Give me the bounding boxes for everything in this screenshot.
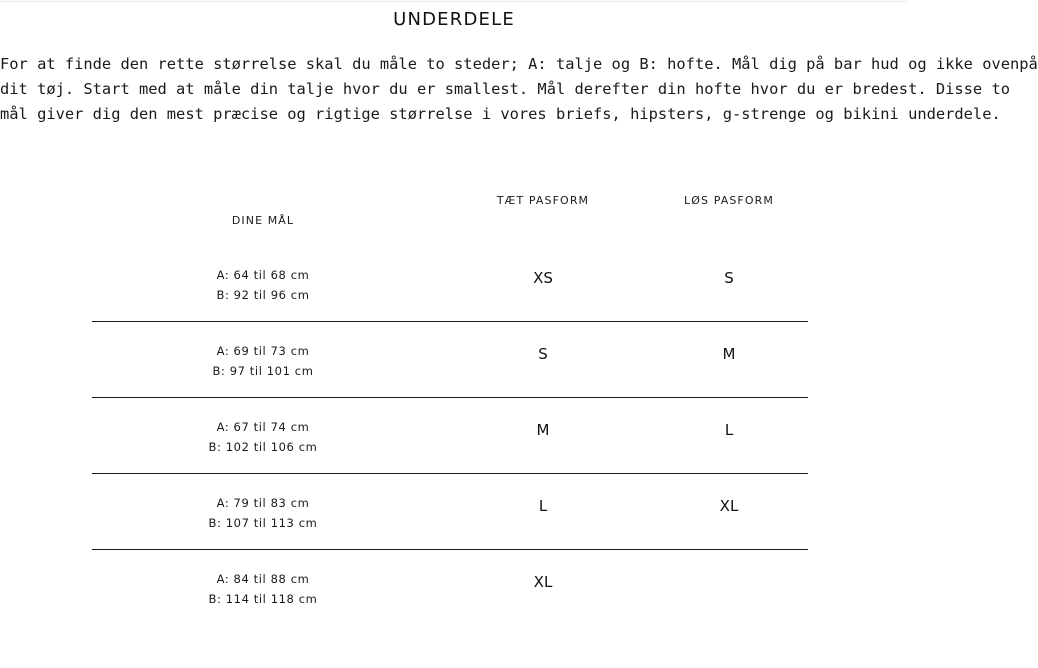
intro-line: mål giver dig den mest præcise og rigtige størrelse i vores briefs, hipsters, g-strenge og bikini underdele.	[0, 105, 1001, 123]
measurement-cell	[163, 493, 363, 533]
column-header-taet-pasform: TÆT PASFORM	[496, 194, 590, 207]
page-title: UNDERDELE	[393, 9, 515, 30]
waist-measurement: A: 67 til 74 cm	[216, 420, 310, 434]
intro-line: For at finde den rette størrelse skal du måle to steder; A: talje og B: hofte. Mål dig på bar hud og ikke ovenpå	[0, 55, 1038, 73]
hip-measurement: B: 102 til 106 cm	[208, 440, 318, 454]
table-row	[92, 321, 808, 398]
table-row	[92, 397, 808, 474]
column-header-dine-maal: DINE MÅL	[231, 214, 295, 227]
measurement-cell	[163, 265, 363, 305]
measurement-cell	[163, 341, 363, 381]
los-size-cell: M	[722, 345, 736, 363]
table-row	[92, 549, 808, 625]
hip-measurement: B: 97 til 101 cm	[212, 364, 314, 378]
top-divider	[0, 1, 908, 2]
taet-size-cell: S	[538, 345, 548, 363]
measurement-cell	[163, 417, 363, 457]
taet-size-cell: L	[538, 497, 548, 515]
taet-size-cell: XL	[533, 573, 553, 591]
taet-size-cell: XS	[533, 269, 553, 287]
waist-measurement: A: 69 til 73 cm	[216, 344, 310, 358]
los-size-cell: XL	[719, 497, 739, 515]
los-size-cell: L	[724, 421, 734, 439]
hip-measurement: B: 92 til 96 cm	[216, 288, 310, 302]
waist-measurement: A: 84 til 88 cm	[216, 572, 310, 586]
waist-measurement: A: 79 til 83 cm	[216, 496, 310, 510]
taet-size-cell: M	[536, 421, 550, 439]
waist-measurement: A: 64 til 68 cm	[216, 268, 310, 282]
los-size-cell: S	[724, 269, 734, 287]
table-row	[92, 473, 808, 550]
intro-line: dit tøj. Start med at måle din talje hvor du er smallest. Mål derefter din hofte hvor du er bredest. Disse to	[0, 80, 1010, 98]
measurement-cell	[163, 569, 363, 609]
hip-measurement: B: 114 til 118 cm	[208, 592, 318, 606]
intro-paragraph	[0, 52, 1038, 127]
column-header-los-pasform: LØS PASFORM	[684, 194, 774, 207]
hip-measurement: B: 107 til 113 cm	[208, 516, 318, 530]
table-row	[92, 245, 808, 322]
